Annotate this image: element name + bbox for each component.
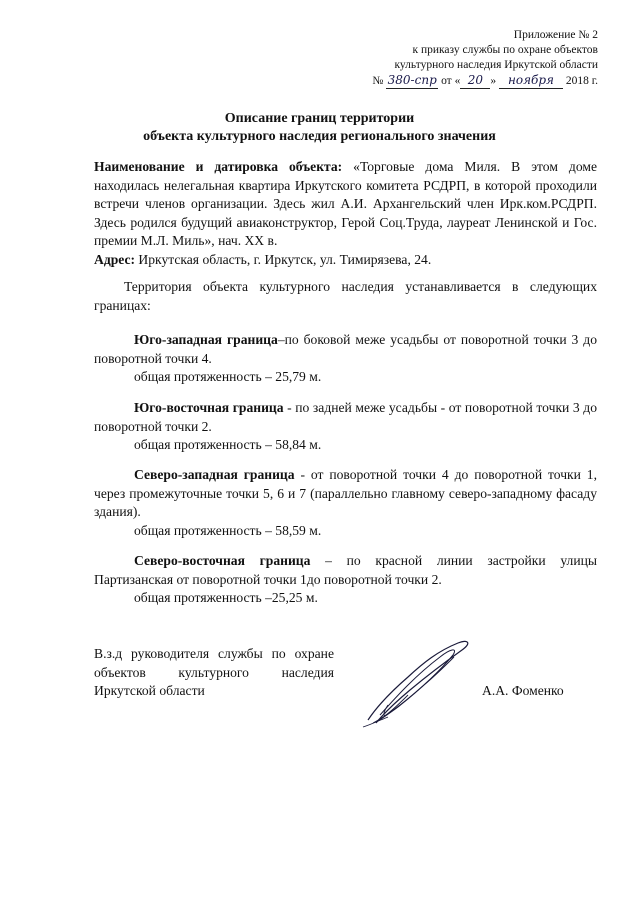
document-title: [0, 110, 639, 146]
object-name-paragraph: [94, 158, 597, 251]
boundary-name: Юго-западная граница: [134, 332, 278, 347]
signer-position: В.з.д руководителя службы по охране объектов культурного наследия Иркутской области: [94, 646, 334, 698]
order-month-handwritten: ноября: [499, 73, 563, 89]
boundary-text: –по боковой меже усадьбы от поворотной точки 3 до поворотной точки 4.: [94, 332, 598, 366]
order-year: 2018 г.: [565, 75, 598, 87]
boundary-name: Северо-западная граница: [134, 467, 295, 482]
object-name-label: Наименование и датировка объекта:: [94, 159, 343, 174]
title-line-1: Описание границ территории: [224, 111, 415, 126]
boundary-length: общая протяженность – 58,84 м.: [134, 437, 322, 452]
title-line-2: объекта культурного наследия регионального значения: [143, 129, 496, 144]
appendix-agency: культурного наследия Иркутской области: [394, 59, 598, 71]
order-date-from: от «: [441, 75, 461, 87]
boundary-description: [94, 466, 597, 522]
boundary-description: [94, 331, 597, 368]
order-day-handwritten: 20: [460, 73, 490, 89]
handwritten-signature: [358, 635, 478, 730]
object-address-paragraph: [94, 251, 597, 270]
order-date-quote: »: [490, 75, 497, 87]
boundary-length: общая протяженность – 25,79 м.: [134, 369, 322, 384]
boundary-description: [94, 399, 597, 436]
order-number-handwritten: 380-спр: [387, 73, 437, 87]
boundary-description: [94, 552, 597, 589]
appendix-order-line: [298, 73, 598, 89]
boundary-southeast: [94, 399, 597, 455]
boundary-name: Северо-восточная граница: [134, 553, 311, 568]
order-number-prefix: №: [372, 75, 384, 87]
boundary-northeast: [94, 552, 597, 608]
boundary-text: - от поворотной точки 4 до поворотной точки 1, через промежуточные точки 5, 6 и 7 (параллельно главному северо-западному фасаду здания).: [94, 467, 597, 519]
boundary-length: общая протяженность –25,25 м.: [134, 590, 318, 605]
boundary-length: общая протяженность – 58,59 м.: [134, 522, 322, 538]
boundary-text: - по задней меже усадьбы - от поворотной точки 3 до поворотной точки 2.: [94, 400, 598, 434]
boundary-southwest: [94, 331, 597, 387]
object-name-text: «Торговые дома Миля. В этом доме находилась нелегальная квартира Иркутского комитета РСДРП, в которой проходили встречи членов организации. Здесь жил А.И. Архангельский член Ирк.ком.РСДРП. Здесь родился будущий авиаконструктор, Герой Соц.Труда, лауреат Ленинской и Гос. премии М.Л. Миль», нач. XX в.: [94, 159, 597, 248]
territory-intro: [94, 278, 597, 315]
boundary-name: Юго-восточная граница: [134, 400, 284, 415]
boundary-northwest: [94, 466, 597, 540]
object-address-label: Адрес:: [94, 251, 136, 267]
object-address-text: Иркутская область, г. Иркутск, ул. Тимирязева, 24.: [135, 251, 432, 267]
appendix-header: [298, 28, 598, 89]
appendix-order-ref: к приказу службы по охране объектов: [412, 44, 598, 56]
appendix-number: Приложение № 2: [513, 29, 598, 41]
object-description: [94, 158, 597, 269]
intro-paragraph: Территория объекта культурного наследия устанавливается в следующих границах:: [94, 279, 597, 313]
signer-name: А.А. Фоменко: [482, 683, 564, 698]
boundary-text: – по красной линии застройки улицы Партизанская от поворотной точки 1до поворотной точки 2.: [94, 553, 598, 587]
